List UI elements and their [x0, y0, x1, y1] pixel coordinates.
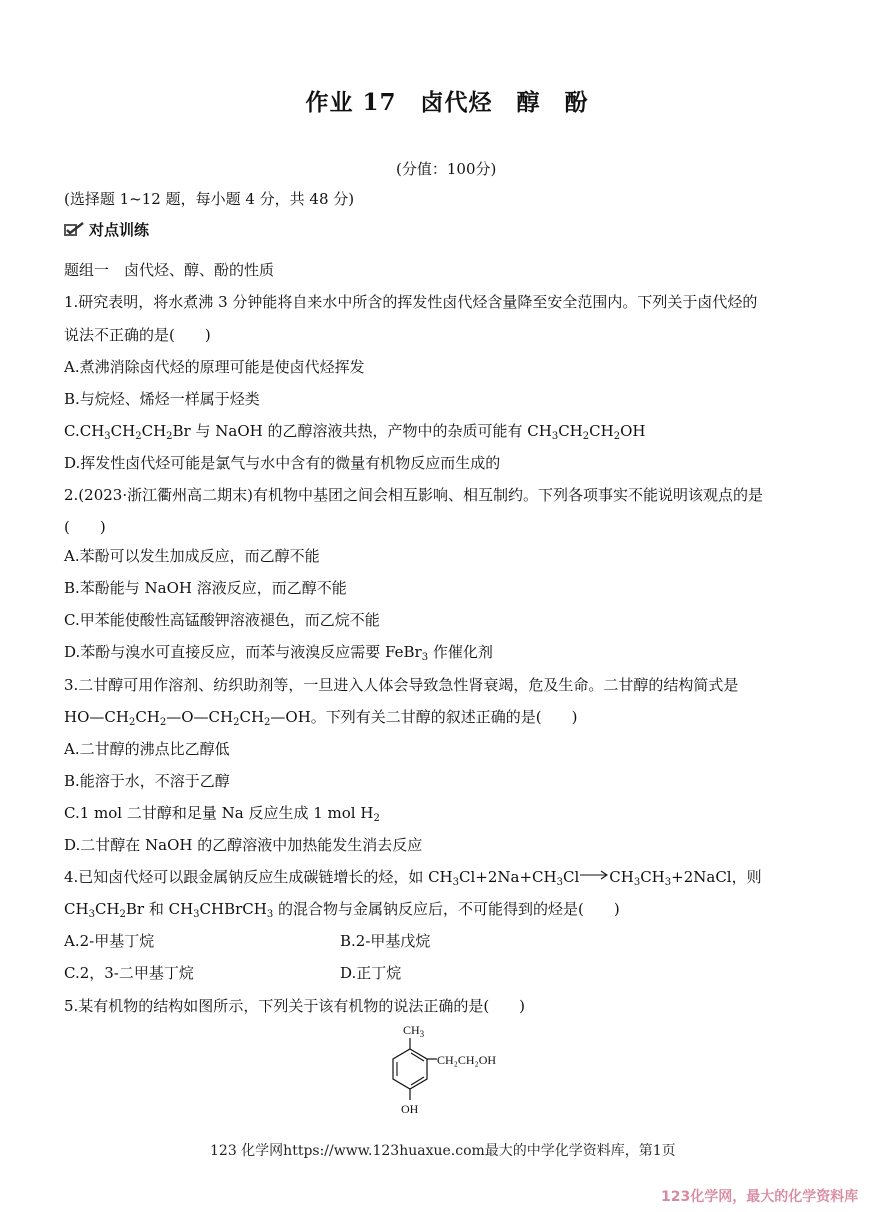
q4-option-b: B.2-甲基戊烷 — [340, 932, 431, 950]
page-footer: 123 化学网https://www.123huaxue.com最大的中学化学资料库，第1页 — [210, 1143, 676, 1159]
q3-stem-line1: 3.二甘醇可用作溶剂、纺织助剂等，一旦进入人体会导致急性肾衰竭，危及生命。二甘醇的结构简式是 — [64, 676, 739, 694]
arrow-icon — [579, 869, 609, 881]
q1-stem-line1: 1.研究表明，将水煮沸 3 分钟能将自来水中所含的挥发性卤代烃含量降至安全范围内。下列关于卤代烃的 — [64, 293, 758, 311]
q2-option-c: C.甲苯能使酸性高锰酸钾溶液褪色，而乙烷不能 — [64, 611, 380, 629]
q2-stem-line2: ( ) — [64, 518, 106, 536]
chemical-structure — [375, 1022, 515, 1118]
section-header — [63, 220, 149, 240]
q4-option-a: A.2-甲基丁烷 — [64, 932, 155, 950]
q4-option-c: C.2，3-二甲基丁烷 — [64, 964, 194, 982]
q2-stem-line1: 2.(2023·浙江衢州高二期末)有机物中基团之间会相互影响、相互制约。下列各项事实不能说明该观点的是 — [64, 486, 763, 504]
q3-option-b: B.能溶于水，不溶于乙醇 — [64, 772, 230, 790]
q1-option-b: B.与烷烃、烯烃一样属于烃类 — [64, 390, 260, 408]
q4-option-d: D.正丁烷 — [340, 964, 402, 982]
q2-option-b: B.苯酚能与 NaOH 溶液反应，而乙醇不能 — [64, 579, 347, 597]
page-title: 作业 17 卤代烃 醇 酚 — [305, 89, 589, 116]
q3-option-c: C.1 mol 二甘醇和足量 Na 反应生成 1 mol $H_2$ — [64, 804, 380, 824]
q4-stem-line1: 4.已知卤代烃可以跟金属钠反应生成碳链增长的烃，如 $CH_3Cl+2Na+CH_3Cl$ $CH_3CH_3+2NaCl$，则 — [64, 868, 762, 888]
checkbox-icon — [63, 222, 85, 238]
q1-stem-line2: 说法不正确的是( ) — [64, 326, 211, 344]
q4-stem-line2: $CH_3CH_2Br$ 和 $CH_3CHBrCH_3$ 的混合物与金属钠反应后，不可能得到的烃是( ) — [64, 900, 620, 920]
q1-option-c: $C.CH_3CH_2CH_2Br$ 与 NaOH 的乙醇溶液共热，产物中的杂质可能有 $CH_3CH_2CH_2OH$ — [64, 422, 646, 442]
q5-stem: 5.某有机物的结构如图所示，下列关于该有机物的说法正确的是( ) — [64, 997, 526, 1015]
q3-option-a: A.二甘醇的沸点比乙醇低 — [64, 740, 230, 758]
q1-option-d: D.挥发性卤代烃可能是氯气与水中含有的微量有机物反应而生成的 — [64, 454, 501, 472]
hydroxyl-label: OH — [401, 1102, 419, 1116]
q2-option-a: A.苯酚可以发生加成反应，而乙醇不能 — [64, 547, 320, 565]
section-label: 对点训练 — [89, 221, 150, 239]
group-heading: 题组一 卤代烃、醇、酚的性质 — [64, 261, 275, 279]
score-note: (分值：100分) — [396, 160, 497, 178]
instructions: (选择题 1~12 题，每小题 4 分，共 48 分) — [64, 190, 355, 208]
side-chain-label: CH₂CH₂OH — [437, 1053, 497, 1067]
q1-option-a: A.煮沸消除卤代烃的原理可能是使卤代烃挥发 — [64, 358, 365, 376]
q3-stem-line2: $HO—CH_2CH_2—O—CH_2CH_2—OH$。下列有关二甘醇的叙述正确的是( ) — [64, 708, 578, 728]
methyl-label: $CH_3$ — [403, 1023, 425, 1039]
watermark: 123化学网，最大的化学资料库 — [661, 1189, 859, 1205]
q3-option-d: D.二甘醇在 NaOH 的乙醇溶液中加热能发生消去反应 — [64, 836, 423, 854]
q2-option-d: D.苯酚与溴水可直接反应，而苯与液溴反应需要 FeBr$_3$ 作催化剂 — [64, 643, 493, 663]
